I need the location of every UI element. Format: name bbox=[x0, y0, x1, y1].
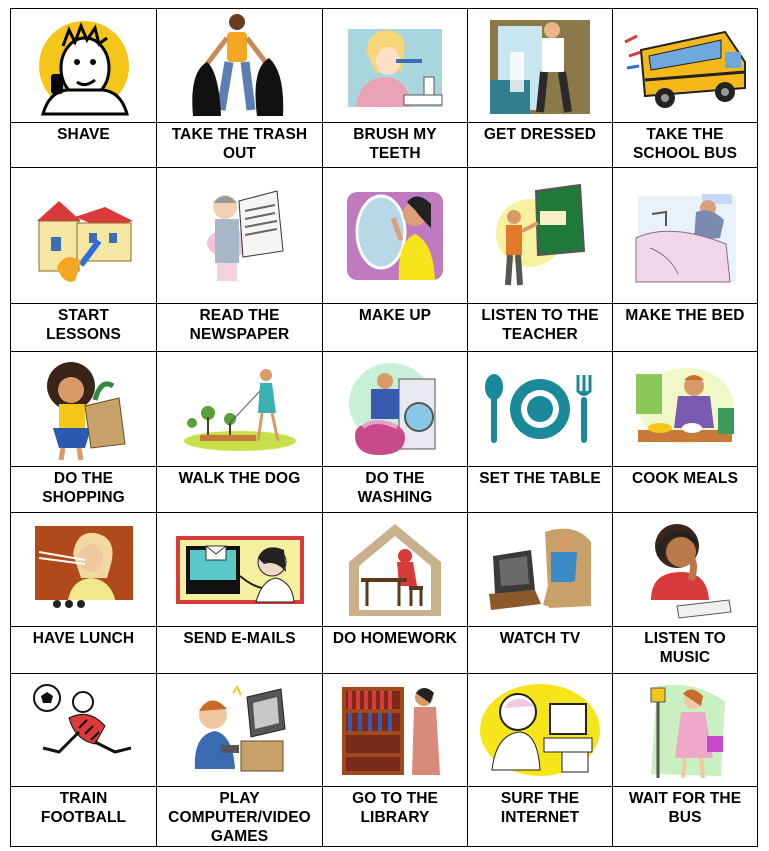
card-image-watch-tv bbox=[468, 513, 613, 627]
plate-cutlery-icon bbox=[480, 369, 600, 449]
card-image-train-football bbox=[11, 674, 157, 787]
card-label-cell bbox=[157, 787, 323, 847]
card-label: DO HOMEWORK bbox=[332, 630, 458, 647]
dressing-man-icon bbox=[488, 16, 592, 116]
trash-bags-icon bbox=[185, 12, 295, 120]
dog-walk-icon bbox=[180, 361, 300, 457]
card-label: MAKE UP bbox=[358, 307, 432, 324]
card-image-take-trash-out bbox=[157, 9, 323, 123]
card-image-make-bed bbox=[613, 168, 758, 304]
card-label-cell bbox=[613, 304, 758, 352]
card-label-cell bbox=[323, 787, 468, 847]
flashcard-grid bbox=[10, 8, 758, 847]
card-image-go-library bbox=[323, 674, 468, 787]
mirror-makeup-icon bbox=[345, 188, 445, 284]
bus-stop-icon bbox=[637, 678, 733, 782]
card-label: SHAVE bbox=[57, 126, 110, 143]
card-image-start-lessons bbox=[11, 168, 157, 304]
card-image-send-emails bbox=[157, 513, 323, 627]
toothbrush-icon bbox=[346, 21, 444, 111]
card-label: SET THE TABLE bbox=[479, 470, 601, 487]
card-label-cell bbox=[468, 787, 613, 847]
email-computer-icon bbox=[176, 536, 304, 604]
card-image-get-dressed bbox=[468, 9, 613, 123]
card-label-cell bbox=[613, 467, 758, 513]
card-label-cell bbox=[11, 787, 157, 847]
card-label: SEND E-MAILS bbox=[183, 630, 296, 647]
card-label: DO THE WASHING bbox=[357, 470, 433, 506]
card-label-cell bbox=[11, 304, 157, 352]
card-label: COOK MEALS bbox=[631, 470, 739, 487]
shaving-man-icon bbox=[29, 16, 139, 116]
card-label: LISTEN TO THE TEACHER bbox=[481, 307, 599, 343]
card-label: BRUSH MY TEETH bbox=[353, 126, 437, 162]
card-image-shave bbox=[11, 9, 157, 123]
card-label-cell bbox=[323, 467, 468, 513]
card-label-cell bbox=[468, 304, 613, 352]
card-label: PLAY COMPUTER/VIDEO GAMES bbox=[168, 790, 311, 845]
soccer-ball-icon bbox=[29, 682, 139, 778]
card-label: DO THE SHOPPING bbox=[42, 470, 125, 506]
card-image-set-table bbox=[468, 352, 613, 467]
card-label: TRAIN FOOTBALL bbox=[40, 790, 127, 826]
card-label: GO TO THE LIBRARY bbox=[352, 790, 438, 826]
library-shelf-icon bbox=[340, 683, 450, 777]
card-label: TAKE THE SCHOOL BUS bbox=[632, 126, 738, 162]
card-label-cell bbox=[613, 627, 758, 674]
card-image-do-homework bbox=[323, 513, 468, 627]
card-label-cell bbox=[157, 627, 323, 674]
grocery-bag-icon bbox=[39, 356, 129, 462]
newspaper-icon bbox=[185, 181, 295, 291]
card-label-cell bbox=[157, 467, 323, 513]
card-image-wait-bus bbox=[613, 674, 758, 787]
card-image-read-newspaper bbox=[157, 168, 323, 304]
card-label: WALK THE DOG bbox=[178, 470, 301, 487]
internet-computer-icon bbox=[478, 680, 602, 780]
card-label-cell bbox=[613, 123, 758, 168]
card-label-cell bbox=[157, 123, 323, 168]
card-image-play-games bbox=[157, 674, 323, 787]
card-image-listen-teacher bbox=[468, 168, 613, 304]
card-label-cell bbox=[468, 467, 613, 513]
card-label: SURF THE INTERNET bbox=[500, 790, 580, 826]
card-label-cell bbox=[323, 304, 468, 352]
video-game-icon bbox=[185, 685, 295, 775]
card-label: WAIT FOR THE BUS bbox=[628, 790, 742, 826]
school-bell-icon bbox=[29, 181, 139, 291]
card-label: GET DRESSED bbox=[483, 126, 597, 143]
card-label-cell bbox=[11, 123, 157, 168]
television-icon bbox=[485, 522, 595, 618]
card-label: WATCH TV bbox=[499, 630, 581, 647]
card-label: MAKE THE BED bbox=[625, 307, 745, 324]
card-label: LISTEN TO MUSIC bbox=[644, 630, 726, 666]
card-image-surf-internet bbox=[468, 674, 613, 787]
card-image-listen-music bbox=[613, 513, 758, 627]
card-label: TAKE THE TRASH OUT bbox=[171, 126, 308, 162]
card-label-cell bbox=[157, 304, 323, 352]
card-label: START LESSONS bbox=[46, 307, 121, 343]
homework-desk-icon bbox=[347, 522, 443, 618]
card-image-brush-teeth bbox=[323, 9, 468, 123]
card-label: READ THE NEWSPAPER bbox=[189, 307, 290, 343]
card-label-cell bbox=[613, 787, 758, 847]
card-label-cell bbox=[468, 123, 613, 168]
teacher-blackboard-icon bbox=[490, 181, 590, 291]
card-label-cell bbox=[323, 123, 468, 168]
card-label: HAVE LUNCH bbox=[32, 630, 135, 647]
card-label-cell bbox=[468, 627, 613, 674]
washing-machine-icon bbox=[345, 359, 445, 459]
cooking-icon bbox=[630, 366, 740, 452]
card-image-do-shopping bbox=[11, 352, 157, 467]
card-image-do-washing bbox=[323, 352, 468, 467]
card-image-have-lunch bbox=[11, 513, 157, 627]
card-image-cook-meals bbox=[613, 352, 758, 467]
bed-icon bbox=[630, 186, 740, 286]
school-bus-icon bbox=[621, 22, 749, 110]
lunch-chopsticks-icon bbox=[33, 524, 135, 616]
card-label-cell bbox=[11, 627, 157, 674]
card-label-cell bbox=[323, 627, 468, 674]
music-listening-icon bbox=[637, 520, 733, 620]
card-image-take-school-bus bbox=[613, 9, 758, 123]
card-label-cell bbox=[11, 467, 157, 513]
card-image-walk-dog bbox=[157, 352, 323, 467]
card-image-make-up bbox=[323, 168, 468, 304]
